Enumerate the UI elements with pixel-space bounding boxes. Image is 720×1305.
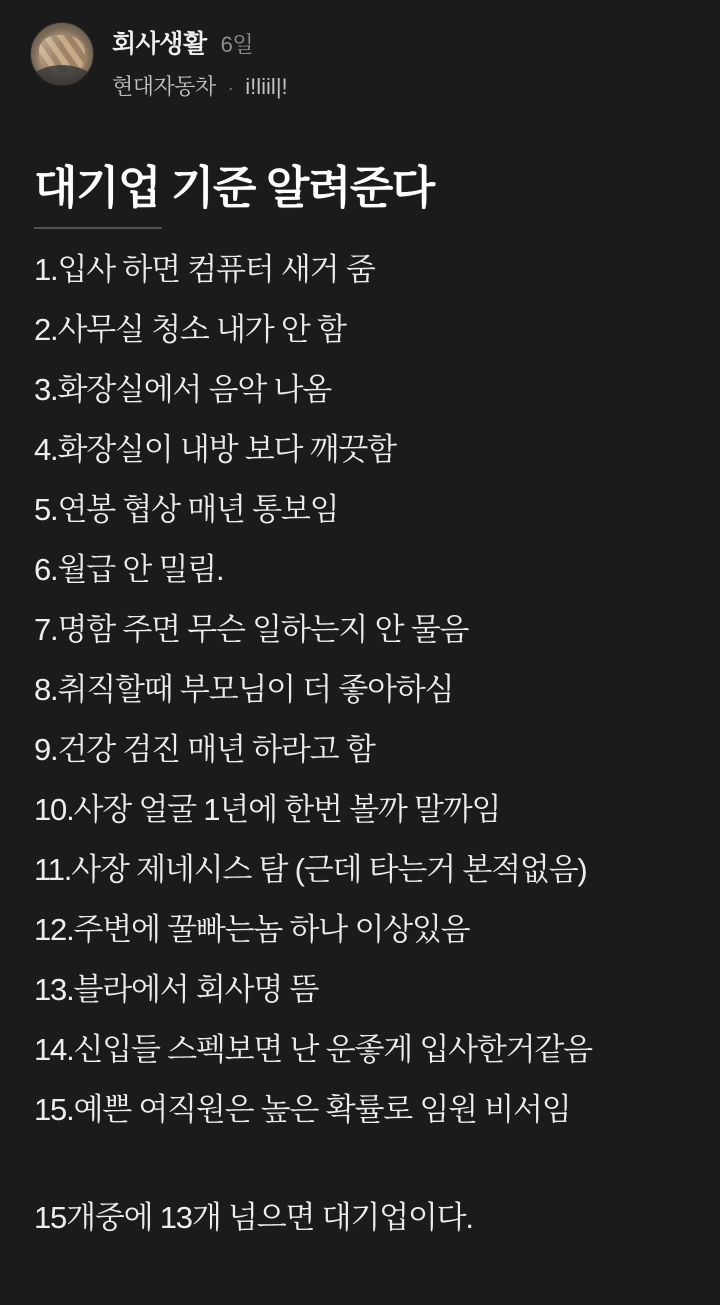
list-item: 11.사장 제네시스 탐 (근데 타는거 본적없음) (34, 851, 587, 887)
list-item: 1.입사 하면 컴퓨터 새거 줌 (34, 251, 375, 287)
list-item: 3.화장실에서 음악 나옴 (34, 371, 331, 407)
post-time: 6일 (220, 32, 254, 57)
list-item: 6.월급 안 밀림. (34, 551, 224, 587)
post-line-list (34, 240, 690, 1140)
board-name[interactable]: 회사생활 (112, 30, 207, 58)
post-body (0, 118, 720, 1237)
list-item: 15.예쁜 여직원은 높은 확률로 임원 비서임 (34, 1091, 571, 1127)
separator-dot: · (227, 78, 234, 98)
header-line-secondary (112, 70, 288, 101)
header-text-block (112, 18, 288, 101)
title-underline-decoration (34, 227, 162, 229)
masked-author-id: i!liil|! (245, 74, 288, 99)
list-item: 13.블라에서 회사명 뜸 (34, 971, 319, 1007)
list-item: 9.건강 검진 매년 하라고 함 (34, 731, 375, 767)
list-item: 12.주변에 꿀빠는놈 하나 이상있음 (34, 911, 470, 947)
list-item: 2.사무실 청소 내가 안 함 (34, 311, 346, 347)
hands-together-avatar-icon[interactable] (30, 22, 94, 86)
post-footer-text: 15개중에 13개 넘으면 대기업이다. (34, 1199, 473, 1235)
list-item: 14.신입들 스펙보면 난 운좋게 입사한거같음 (34, 1031, 592, 1067)
list-item: 5.연봉 협상 매년 통보임 (34, 491, 339, 527)
list-item: 7.명함 주면 무슨 일하는지 안 물음 (34, 611, 469, 647)
page-title: 대기업 기준 알려준다 (34, 162, 434, 213)
header-line-primary (112, 24, 288, 60)
list-item: 10.사장 얼굴 1년에 한번 볼까 말까임 (34, 791, 501, 827)
list-item: 8.취직할때 부모님이 더 좋아하심 (34, 671, 454, 707)
list-item: 4.화장실이 내방 보다 깨끗함 (34, 431, 396, 467)
post-header (0, 0, 720, 118)
company-name: 현대자동차 (112, 74, 216, 99)
